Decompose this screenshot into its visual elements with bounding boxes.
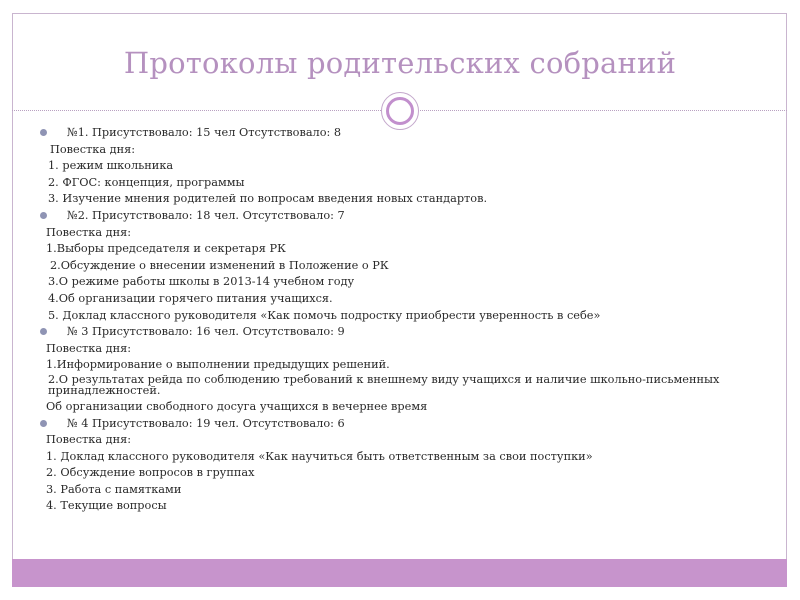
line-text: Повестка дня: (46, 341, 132, 355)
agenda-item (40, 274, 740, 291)
agenda-item (40, 482, 740, 499)
agenda-item (40, 374, 740, 399)
protocol-heading (40, 324, 740, 341)
protocol-heading (40, 208, 740, 225)
agenda-item (40, 258, 740, 275)
line-text: 1. Доклад классного руководителя «Как научиться быть ответственным за свои поступки» (46, 449, 593, 463)
agenda-item (40, 158, 740, 175)
line-text: 3.О режиме работы школы в 2013-14 учебном году (48, 275, 355, 289)
agenda-item (40, 357, 740, 374)
agenda-item (40, 308, 740, 325)
bullet-icon (40, 420, 47, 427)
agenda-item (40, 241, 740, 258)
line-text: Повестка дня: (46, 225, 132, 239)
line-text: №1. Присутствовало: 15 чел Отсутствовало: 8 (67, 126, 342, 139)
protocol-heading (40, 125, 740, 142)
line-text: 3. Изучение мнения родителей по вопросам введения новых стандартов. (48, 192, 488, 206)
agenda-item (40, 341, 740, 358)
agenda-item (40, 399, 740, 416)
line-text: Об организации свободного досуга учащихся в вечернее время (46, 399, 428, 413)
bullet-icon (40, 129, 47, 136)
line-text: № 4 Присутствовало: 19 чел. Отсутствовало: 6 (67, 416, 345, 430)
bullet-icon (40, 212, 47, 219)
line-text: 3. Работа с памятками (46, 482, 182, 496)
agenda-item (40, 498, 740, 515)
agenda-item (40, 175, 740, 192)
line-text: 2. Обсуждение вопросов в группах (46, 466, 255, 480)
agenda-item (40, 225, 740, 242)
protocol-list (40, 125, 740, 515)
line-text: 2.Обсуждение о внесении изменений в Положение о РК (50, 258, 389, 272)
line-text: Повестка дня: (46, 433, 132, 447)
line-text: № 3 Присутствовало: 16 чел. Отсутствовало: 9 (67, 325, 345, 339)
agenda-item (40, 191, 740, 208)
line-text: 5. Доклад классного руководителя «Как помочь подростку приобрести уверенность в себе» (48, 308, 601, 322)
agenda-item (40, 291, 740, 308)
line-text: 2. ФГОС: концепция, программы (48, 175, 245, 189)
bullet-icon (40, 328, 47, 335)
line-text: 1.Выборы председателя и секретаря РК (46, 242, 286, 256)
page-title: Протоколы родительских собраний (123, 46, 677, 80)
line-text: 4. Текущие вопросы (46, 499, 167, 513)
line-text: 4.Об организации горячего питания учащихся. (48, 291, 333, 305)
agenda-item (40, 432, 740, 449)
protocol-heading (40, 416, 740, 433)
line-text: Повестка дня: (50, 142, 136, 156)
line-text: 1.Информирование о выполнении предыдущих решений. (46, 358, 390, 372)
line-text: 1. режим школьника (48, 159, 174, 173)
agenda-item (40, 465, 740, 482)
footer-bar (12, 559, 787, 587)
line-text: 2.О результатах рейда по соблюдению требований к внешнему виду учащихся и наличие школьно-письменных принадлежностей. (48, 372, 720, 398)
agenda-item (40, 142, 740, 159)
agenda-item (40, 449, 740, 466)
line-text: №2. Присутствовало: 18 чел. Отсутствовало: 7 (67, 208, 345, 222)
